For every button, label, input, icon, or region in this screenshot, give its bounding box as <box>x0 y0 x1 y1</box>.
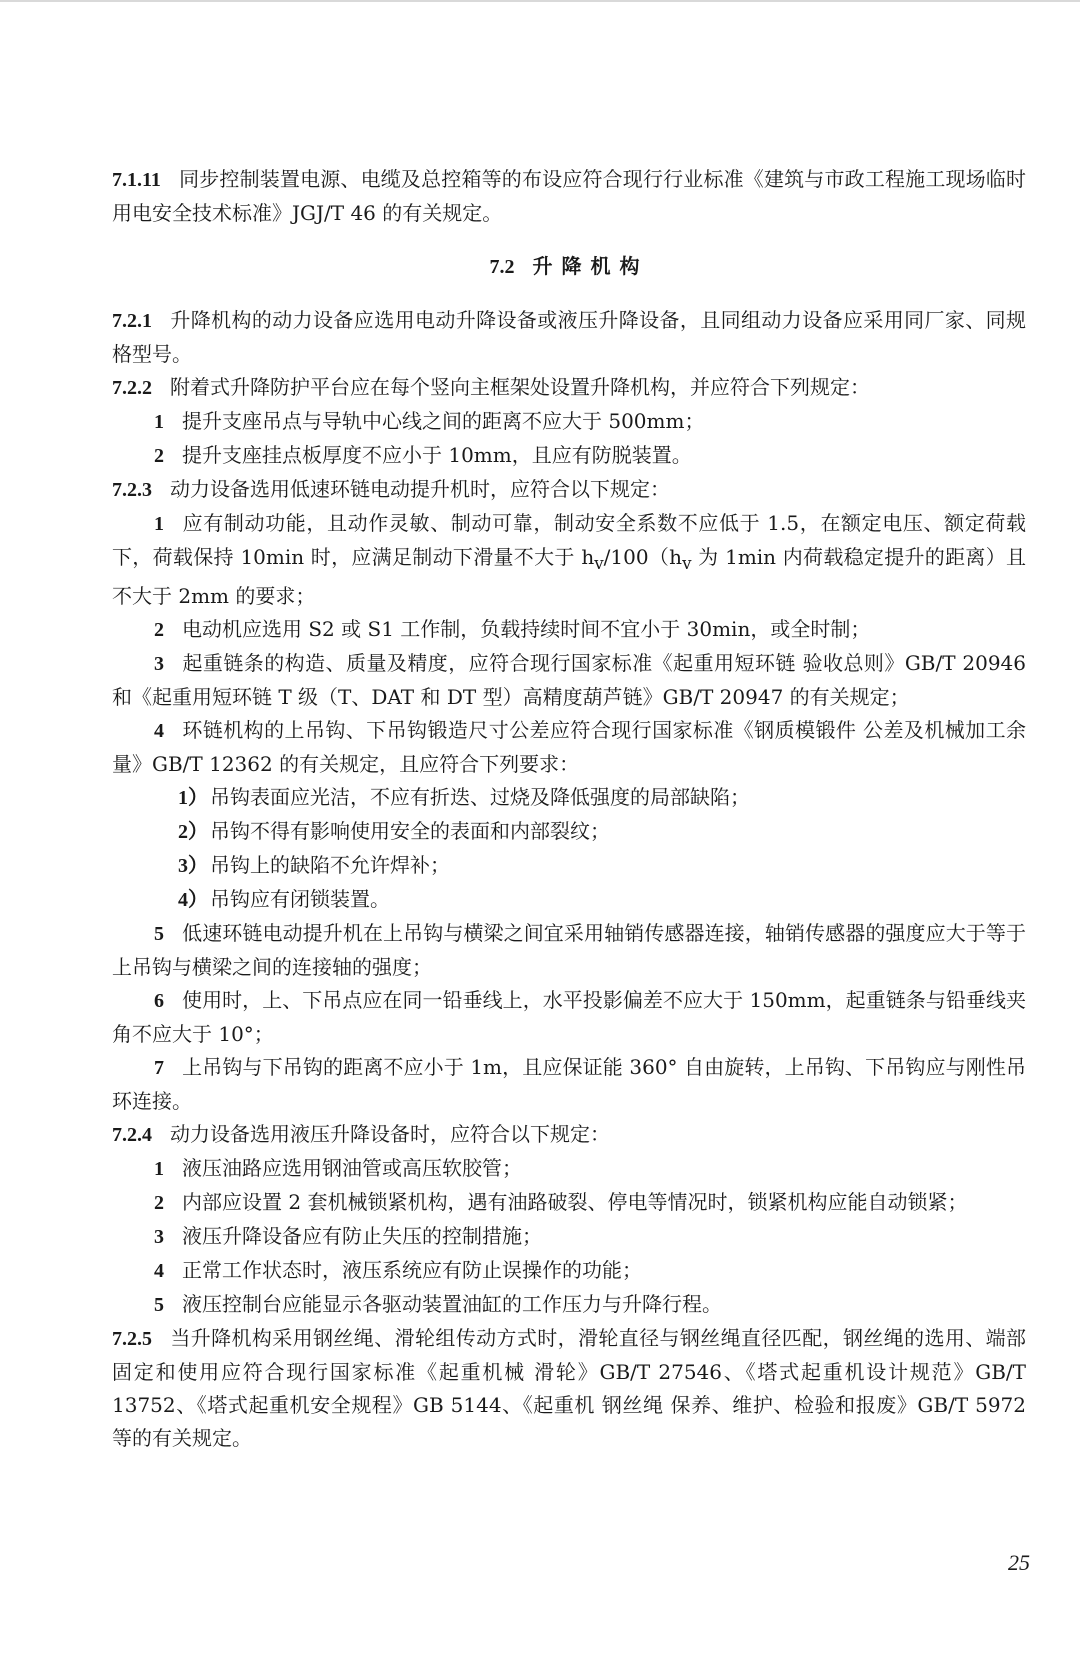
list-item <box>112 1288 1026 1322</box>
item-text: 低速环链电动提升机在上吊钩与横梁之间宜采用轴销传感器连接，轴销传感器的强度应大于等于上吊钩与横梁之间的连接轴的强度； <box>112 921 1026 979</box>
clause-7-2-3 <box>112 473 1026 507</box>
item-number: 1 <box>154 411 164 433</box>
clause-number: 7.1.11 <box>112 169 161 191</box>
list-item <box>112 1186 1026 1220</box>
list-item <box>112 1051 1026 1118</box>
clause-text: 升降机构的动力设备应选用电动升降设备或液压升降设备，且同组动力设备应采用同厂家、同规格型号。 <box>112 308 1026 366</box>
clause-number: 7.2.4 <box>112 1124 152 1146</box>
item-text: 提升支座挂点板厚度不应小于 10mm，且应有防脱装置。 <box>182 443 692 467</box>
sub-list-item <box>112 781 1026 815</box>
item-text: 液压油路应选用钢油管或高压软胶管； <box>182 1156 522 1180</box>
item-text: 提升支座吊点与导轨中心线之间的距离不应大于 500mm； <box>182 409 705 433</box>
clause-7-2-2 <box>112 371 1026 405</box>
list-item <box>112 613 1026 647</box>
clause-number: 7.2.2 <box>112 377 152 399</box>
item-text: 正常工作状态时，液压系统应有防止误操作的功能； <box>182 1258 642 1282</box>
subscript-v: v <box>682 554 692 573</box>
clause-text: 动力设备选用液压升降设备时，应符合以下规定： <box>170 1122 610 1146</box>
sub-list-item <box>112 883 1026 917</box>
sub-item-number: 2） <box>178 821 208 843</box>
item-text: 电动机应选用 S2 或 S1 工作制，负载持续时间不宜小于 30min，或全时制； <box>182 617 871 641</box>
sub-item-number: 3） <box>178 855 208 877</box>
item-text: 上吊钩与下吊钩的距离不应小于 1m，且应保证能 360° 自由旋转，上吊钩、下吊钩应与刚性吊环连接。 <box>112 1055 1026 1113</box>
item-text: 内部应设置 2 套机械锁紧机构，遇有油路破裂、停电等情况时，锁紧机构应能自动锁紧； <box>182 1190 968 1214</box>
item-number: 2 <box>154 1192 164 1214</box>
item-number: 4 <box>154 720 164 742</box>
clause-number: 7.2.1 <box>112 310 152 332</box>
item-number: 5 <box>154 923 164 945</box>
sub-item-text: 吊钩应有闭锁装置。 <box>210 887 390 911</box>
clause-number: 7.2.3 <box>112 479 152 501</box>
list-item <box>112 1220 1026 1254</box>
item-text: 液压控制台应能显示各驱动装置油缸的工作压力与升降行程。 <box>182 1292 722 1316</box>
sub-list-item <box>112 849 1026 883</box>
clause-text: 当升降机构采用钢丝绳、滑轮组传动方式时，滑轮直径与钢丝绳直径匹配，钢丝绳的选用、端部固定和使用应符合现行国家标准《起重机械 滑轮》GB/T 27546、《塔式起重机设计规范》GB/T 13752、《塔式起重机安全规程》GB 5144、《起重机 钢丝绳 保养、维护、检验和报废》GB/T 5972 等的有关规定。 <box>112 1326 1026 1450</box>
top-border-line <box>0 0 1080 2</box>
item-number: 2 <box>154 445 164 467</box>
clause-7-2-5 <box>112 1322 1026 1455</box>
list-item <box>112 507 1026 613</box>
item-text: 应有制动功能，且动作灵敏、制动可靠，制动安全系数不应低于 1.5，在额定电压、额定荷载下，荷载保持 10min 时，应满足制动下滑量不大于 h <box>112 511 1026 569</box>
clause-7-2-4 <box>112 1118 1026 1152</box>
list-item <box>112 1254 1026 1288</box>
item-number: 4 <box>154 1260 164 1282</box>
page-body <box>112 163 1026 1455</box>
item-text-cont: /100（h <box>603 545 683 569</box>
clause-text: 动力设备选用低速环链电动提升机时，应符合以下规定： <box>170 477 670 501</box>
clause-7-1-11 <box>112 163 1026 230</box>
item-number: 7 <box>154 1057 164 1079</box>
item-number: 3 <box>154 653 164 675</box>
sub-item-text: 吊钩不得有影响使用安全的表面和内部裂纹； <box>210 819 610 843</box>
sub-item-number: 1） <box>178 787 208 809</box>
item-number: 1 <box>154 513 164 535</box>
item-text: 使用时，上、下吊点应在同一铅垂线上，水平投影偏差不应大于 150mm，起重链条与铅垂线夹角不应大于 10°； <box>112 988 1026 1046</box>
item-number: 5 <box>154 1294 164 1316</box>
list-item <box>112 1152 1026 1186</box>
item-number: 2 <box>154 619 164 641</box>
list-item <box>112 917 1026 984</box>
subscript-v: v <box>594 554 604 573</box>
list-item <box>112 647 1026 714</box>
clause-7-2-1 <box>112 304 1026 371</box>
list-item <box>112 405 1026 439</box>
item-text: 环链机构的上吊钩、下吊钩锻造尺寸公差应符合现行国家标准《钢质模锻件 公差及机械加工余量》GB/T 12362 的有关规定，且应符合下列要求： <box>112 718 1026 776</box>
section-title: 升降机构 <box>532 254 649 278</box>
clause-text: 附着式升降防护平台应在每个竖向主框架处设置升降机构，并应符合下列规定： <box>170 375 870 399</box>
list-item <box>112 439 1026 473</box>
item-number: 1 <box>154 1158 164 1180</box>
item-number: 6 <box>154 990 164 1012</box>
list-item <box>112 714 1026 781</box>
clause-number: 7.2.5 <box>112 1328 152 1350</box>
sub-item-text: 吊钩上的缺陷不允许焊补； <box>210 853 450 877</box>
section-number: 7.2 <box>489 256 515 278</box>
sub-list-item <box>112 815 1026 849</box>
item-text: 液压升降设备应有防止失压的控制措施； <box>182 1224 542 1248</box>
item-text-cont: 为 1min 内荷载稳定提升的距离）且不大于 2mm 的要求； <box>112 545 1027 608</box>
page-number: 25 <box>1008 1550 1030 1575</box>
clause-text: 同步控制装置电源、电缆及总控箱等的布设应符合现行行业标准《建筑与市政工程施工现场临时用电安全技术标准》JGJ/T 46 的有关规定。 <box>112 167 1026 225</box>
item-text: 起重链条的构造、质量及精度，应符合现行国家标准《起重用短环链 验收总则》GB/T 20946 和《起重用短环链 T 级（T、DAT 和 DT 型）高精度葫芦链》GB/T 20947 的有关规定； <box>112 651 1026 709</box>
list-item <box>112 984 1026 1051</box>
sub-item-text: 吊钩表面应光洁，不应有折迭、过烧及降低强度的局部缺陷； <box>210 785 750 809</box>
sub-item-number: 4） <box>178 889 208 911</box>
section-heading <box>112 250 1026 284</box>
item-number: 3 <box>154 1226 164 1248</box>
